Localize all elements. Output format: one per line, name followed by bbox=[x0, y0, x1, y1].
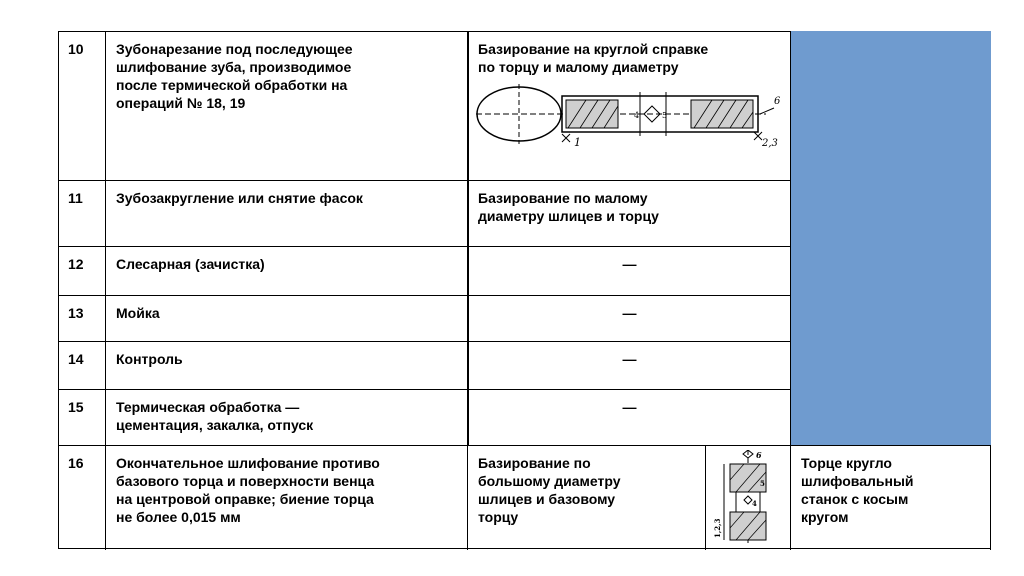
row-number: 12 bbox=[58, 247, 106, 296]
sketch-label: 6 bbox=[756, 450, 762, 460]
sketch-label: 2,3 bbox=[762, 138, 778, 149]
row-number: 15 bbox=[58, 390, 106, 446]
row-number: 10 bbox=[58, 32, 106, 181]
grinding-sketch-16 bbox=[712, 450, 784, 546]
equipment-column-panel bbox=[791, 31, 991, 445]
table-row bbox=[58, 341, 791, 390]
table-border bbox=[790, 31, 791, 445]
table-row bbox=[58, 31, 791, 181]
basing-text: Базирование по большому диаметру шлицев и базовому торцу bbox=[468, 446, 706, 550]
sketch-label: 6 bbox=[774, 96, 781, 107]
operation-text: Контроль bbox=[106, 342, 468, 390]
table-row bbox=[58, 295, 791, 342]
operation-text: Мойка bbox=[106, 296, 468, 342]
operation-text: Зубонарезание под последующее шлифование зуба, производимое после термической обработки на операций № 18, 19 bbox=[106, 32, 468, 181]
table-row bbox=[58, 246, 791, 296]
basing-text: Базирование по малому диаметру шлицев и торцу bbox=[478, 190, 659, 224]
sketch-label: 4 bbox=[634, 111, 640, 120]
sketch-cell bbox=[706, 446, 791, 550]
sketch-label: 1 bbox=[574, 136, 581, 149]
table-row bbox=[58, 445, 991, 550]
table-row bbox=[58, 180, 791, 247]
basing-text: — bbox=[622, 351, 637, 367]
basing-text: — bbox=[622, 256, 637, 272]
table-border bbox=[468, 31, 469, 445]
basing-text: — bbox=[622, 305, 637, 321]
row-number: 13 bbox=[58, 296, 106, 342]
equipment-text: Торце кругло шлифовальный станок с косым кругом bbox=[791, 446, 991, 550]
operation-text: Термическая обработка — цементация, закалка, отпуск bbox=[106, 390, 468, 446]
basing-text: — bbox=[622, 399, 637, 415]
sketch-label: 1,2,3 bbox=[713, 518, 722, 538]
table-border bbox=[58, 31, 59, 549]
row-number: 11 bbox=[58, 181, 106, 247]
row-number: 16 bbox=[58, 446, 106, 550]
row-number: 14 bbox=[58, 342, 106, 390]
fixture-sketch-10 bbox=[476, 84, 786, 154]
table-row bbox=[58, 389, 791, 446]
sketch-label: 5 bbox=[662, 111, 668, 120]
table-border bbox=[58, 548, 991, 549]
operation-text: Слесарная (зачистка) bbox=[106, 247, 468, 296]
sketch-label: 5 bbox=[760, 479, 765, 488]
operation-text: Зубозакругление или снятие фасок bbox=[106, 181, 468, 247]
sketch-label: 4 bbox=[752, 499, 757, 508]
operation-text: Окончательное шлифование противо базового торца и поверхности венца на центровой оправке; биение торца не более 0,015 мм bbox=[106, 446, 468, 550]
basing-text: Базирование на круглой справке по торцу и малому диаметру bbox=[478, 41, 709, 75]
operations-table bbox=[58, 31, 991, 549]
